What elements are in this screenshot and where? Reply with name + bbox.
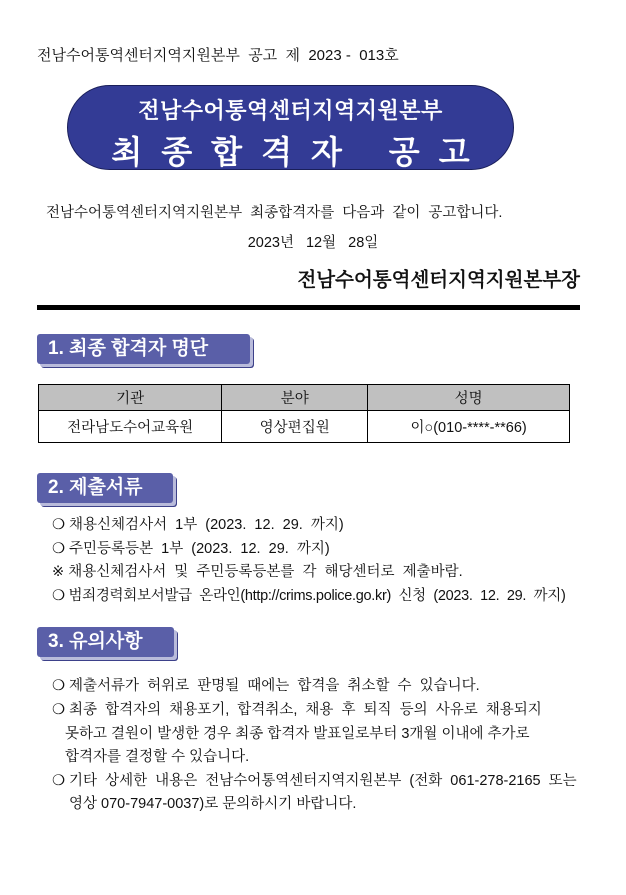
- banner-org: 전남수어통역센터지역지원본부: [138, 98, 443, 123]
- bullet-icon: ❍: [52, 702, 65, 718]
- list-item: [52, 698, 542, 719]
- date-year: 2023년: [247, 235, 294, 251]
- notice-number: 전남수어통역센터지역지원본부 공고 제 2023 - 013호: [37, 47, 399, 64]
- list-item: [52, 769, 577, 790]
- list-item: [52, 513, 344, 534]
- bullet-icon: ❍: [52, 773, 65, 789]
- cell-field: 영상편집원: [222, 411, 368, 443]
- bullet-icon: ❍: [52, 517, 65, 533]
- banner-title: 최종합격자 공고: [111, 134, 489, 170]
- cell-name: 이○(010-****-**66): [368, 411, 570, 443]
- item-text: 채용신체검사서 1부 (2023. 12. 29. 까지): [69, 517, 344, 533]
- item-text: 제출서류가 허위로 판명될 때에는 합격을 취소할 수 있습니다.: [69, 678, 480, 694]
- finalist-table: [38, 384, 570, 443]
- item-continuation: 못하고 결원이 발생한 경우 최종 합격자 발표일로부터 3개월 이내에 추가로: [65, 726, 530, 742]
- bullet-icon: ❍: [52, 588, 65, 604]
- list-item: [52, 584, 565, 605]
- column-header: 분야: [222, 385, 368, 411]
- date-month: 12월: [305, 235, 337, 251]
- column-header: 기관: [39, 385, 222, 411]
- item-text: 범죄경력회보서발급 온라인(http://crims.police.go.kr) 신청 (2023. 12. 29. 까지): [68, 588, 566, 604]
- table-row: [39, 411, 570, 443]
- cell-org: 전라남도수어교육원: [39, 411, 222, 443]
- item-text: 채용신체검사서 및 주민등록등본를 각 해당센터로 제출바람.: [68, 564, 463, 580]
- section2-heading: 2. 제출서류: [37, 473, 173, 503]
- intro-text: 전남수어통역센터지역지원본부 최종합격자를 다음과 같이 공고합니다.: [46, 205, 503, 221]
- item-continuation: 합격자를 결정할 수 있습니다.: [65, 749, 250, 765]
- divider: [37, 305, 580, 310]
- item-text: 기타 상세한 내용은 전남수어통역센터지역지원본부 (전화 061-278-2165 또는: [69, 773, 577, 789]
- table-header: [39, 385, 570, 411]
- column-header: 성명: [368, 385, 570, 411]
- section1-heading: 1. 최종 합격자 명단: [37, 334, 250, 364]
- list-item: [52, 560, 463, 581]
- notice-date: [0, 231, 626, 252]
- date-day: 28일: [348, 235, 379, 251]
- item-text: 최종 합격자의 채용포기, 합격취소, 채용 후 퇴직 등의 사유로 채용되지: [69, 702, 542, 718]
- list-item: [52, 674, 480, 695]
- reference-mark-icon: ※: [52, 564, 65, 580]
- signer: 전남수어통역센터지역지원본부장: [297, 269, 580, 291]
- bullet-icon: ❍: [52, 678, 65, 694]
- item-continuation: 영상 070-7947-0037)로 문의하시기 바랍니다.: [69, 796, 357, 812]
- section3-heading: 3. 유의사항: [37, 627, 174, 657]
- bullet-icon: ❍: [52, 541, 65, 557]
- title-banner: [67, 85, 514, 170]
- item-text: 주민등록등본 1부 (2023. 12. 29. 까지): [69, 541, 330, 557]
- list-item: [52, 537, 330, 558]
